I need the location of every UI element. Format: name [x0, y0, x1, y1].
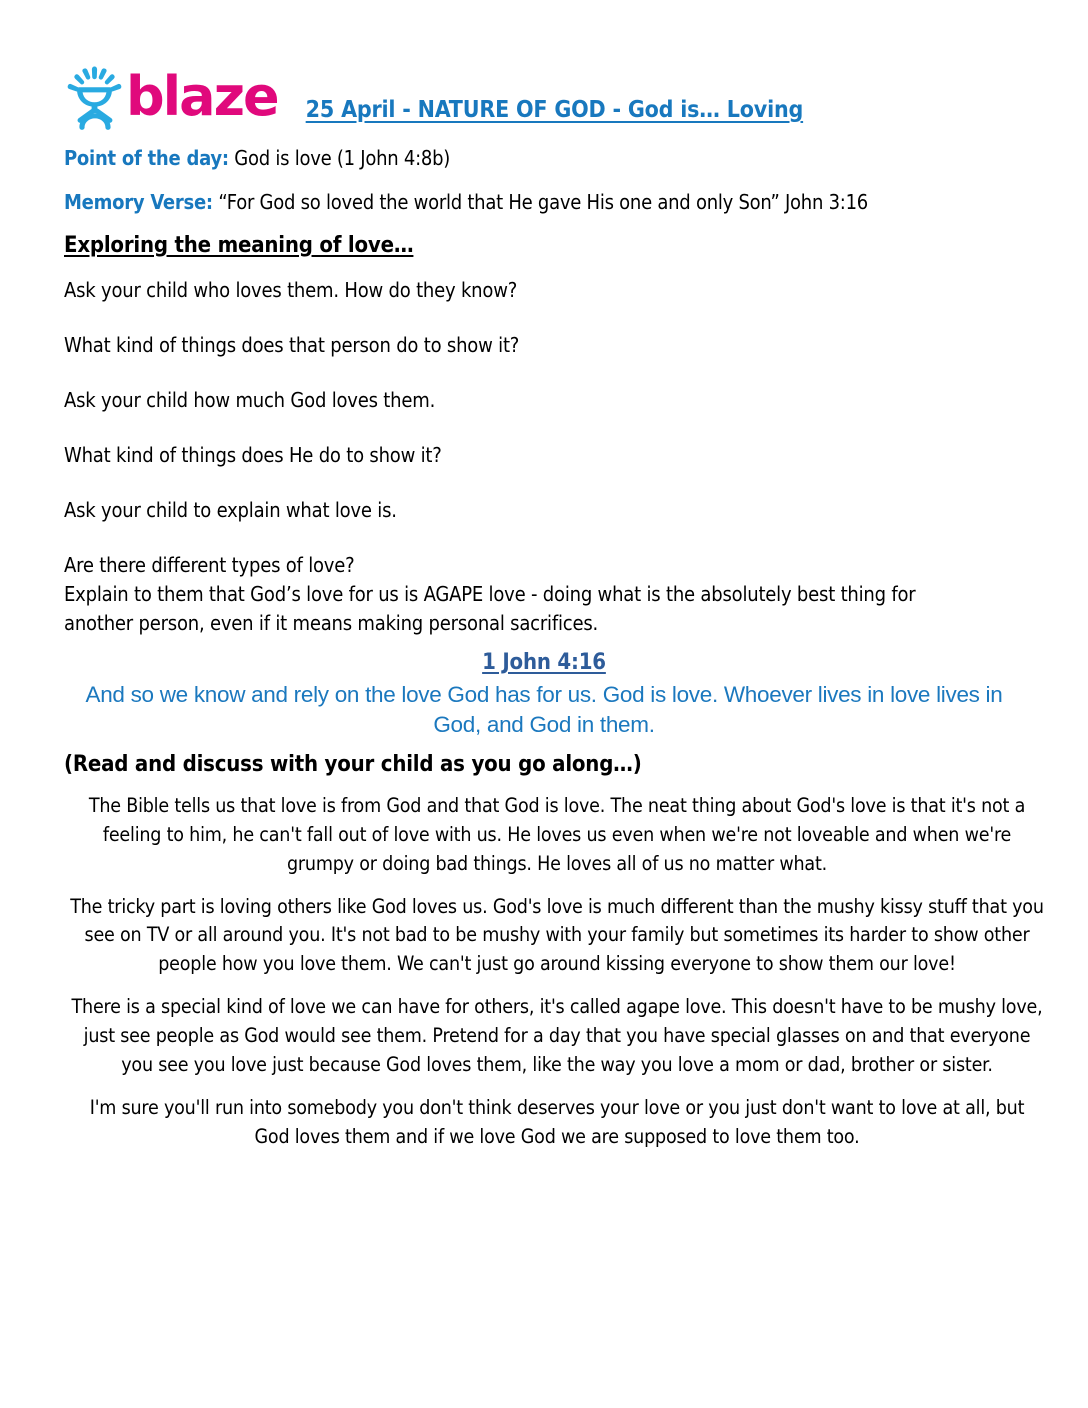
blaze-flame-figure-icon [62, 64, 130, 132]
body-paragraph: There is a special kind of love we can have for others, it's called agape love. This doesn't have to be mushy love, just see people as God would see them. Pretend for a day that you have special glasses on and that everyone you see you love just because God loves them, like the way you love a mom or dad, brother or sister. [71, 995, 1043, 1076]
page-title: 25 April - NATURE OF GOD - God is… Loving [305, 97, 804, 123]
question-item: Ask your child how much God loves them. [64, 388, 436, 412]
scripture-reference: 1 John 4:16 [482, 650, 606, 675]
question-item: Are there different types of love? [64, 553, 355, 577]
scripture-verse-text: And so we know and rely on the love God has for us. God is love. Whoever lives in love lives in God, and God in them. [85, 682, 1003, 737]
point-of-the-day-label: Point of the day: [64, 146, 229, 170]
logo-wordmark: blaze [126, 65, 278, 128]
memory-verse-label: Memory Verse: [64, 190, 213, 214]
body-paragraph: The Bible tells us that love is from God and that God is love. The neat thing about God's love is that it's not a feeling to him, he can't fall out of love with us. He loves us even when we're not loveable and when we're grumpy or doing bad things. He loves all of us no matter what. [88, 794, 1026, 875]
page-header [62, 58, 1042, 134]
question-item: What kind of things does He do to show it? [64, 443, 442, 467]
point-of-the-day-value: God is love (1 John 4:8b) [234, 146, 451, 170]
blaze-logo [62, 62, 278, 134]
memory-verse-line [64, 190, 868, 214]
question-item: Ask your child to explain what love is. [64, 498, 397, 522]
question-item: What kind of things does that person do to show it? [64, 333, 520, 357]
question-item: Ask your child who loves them. How do they know? [64, 278, 518, 302]
question-list [64, 278, 1024, 608]
body-paragraph: I'm sure you'll run into somebody you don't think deserves your love or you just don't want to love at all, but God loves them and if we love God we are supposed to love them too. [89, 1095, 1025, 1148]
point-of-the-day-line [64, 146, 450, 170]
body-paragraph: The tricky part is loving others like God loves us. God's love is much different than the mushy kissy stuff that you see on TV or all around you. It's not bad to be mushy with your family but sometimes its harder to show other people how you love them. We can't just go around kissing everyone to show them our love! [70, 894, 1044, 976]
exploring-section-heading: Exploring the meaning of love… [64, 233, 414, 258]
read-and-discuss-body [70, 792, 1044, 1151]
agape-explanation-paragraph: Explain to them that God’s love for us is AGAPE love - doing what is the absolutely best thing for another person, even if it means making personal sacrifices. [64, 582, 916, 635]
memory-verse-value: “For God so loved the world that He gave His one and only Son” John 3:16 [218, 190, 868, 214]
read-and-discuss-heading: (Read and discuss with your child as you go along…) [64, 752, 642, 777]
